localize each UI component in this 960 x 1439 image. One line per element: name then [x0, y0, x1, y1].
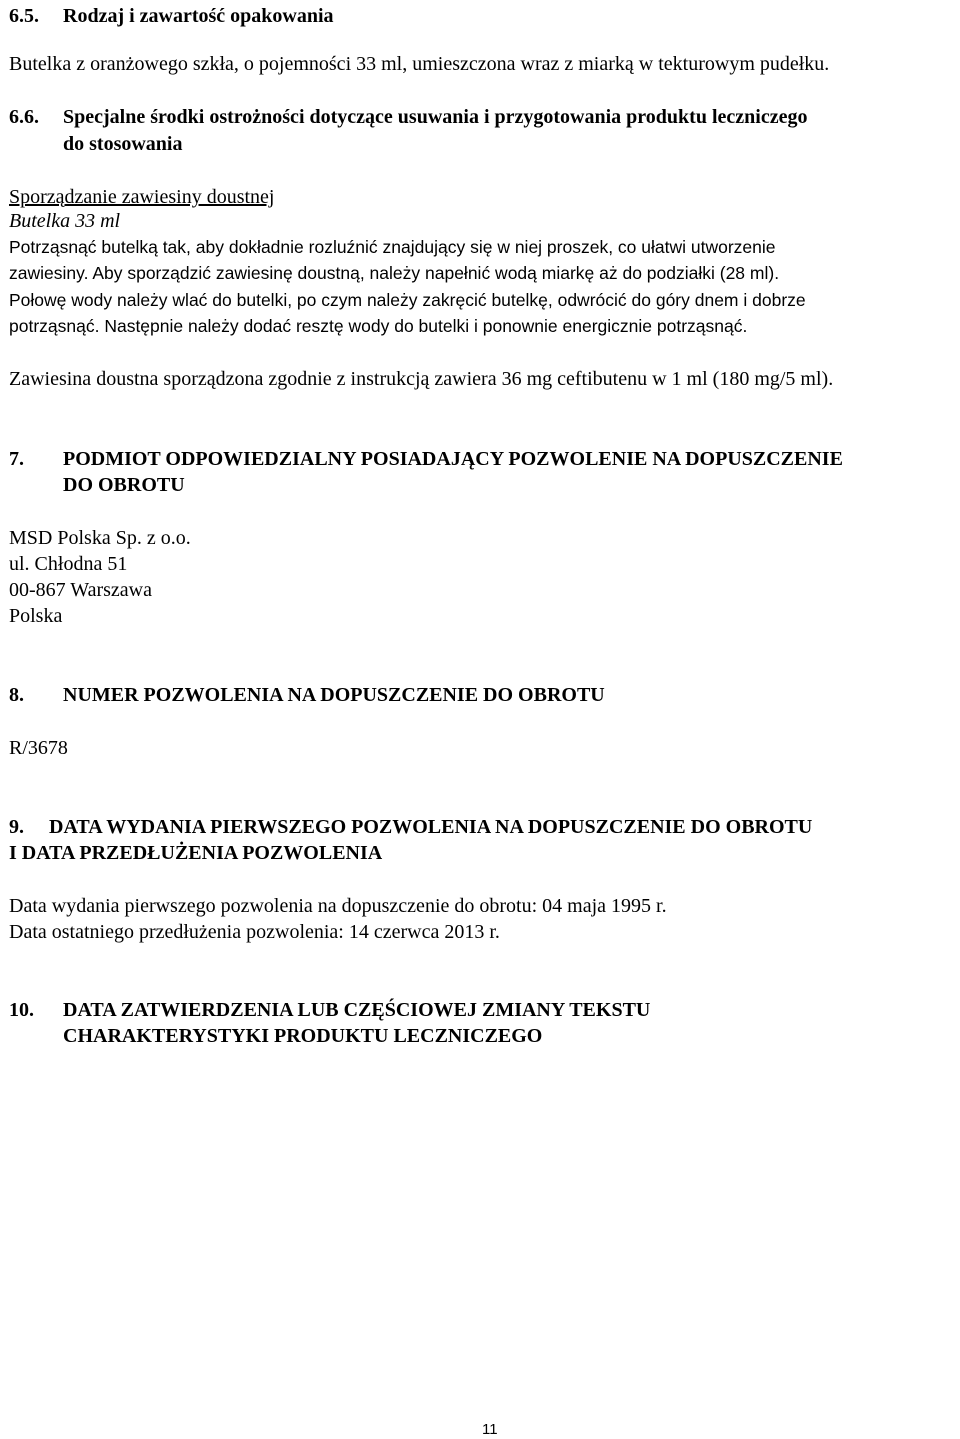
preparation-subheading: Sporządzanie zawiesiny doustnej [9, 186, 275, 208]
first-authorization-date: Data wydania pierwszego pozwolenia na dopuszczenie do obrotu: 04 maja 1995 r. [9, 895, 667, 917]
section-number: 9. [9, 816, 24, 838]
preparation-line: potrząsnąć. Następnie należy dodać resztę wody do butelki i ponownie energicznie potrząsnąć. [9, 316, 748, 336]
section-number: 7. [9, 448, 24, 470]
section-title: PODMIOT ODPOWIEDZIALNY POSIADAJĄCY POZWOLENIE NA DOPUSZCZENIE [63, 448, 843, 470]
section-8-heading [9, 682, 605, 708]
section-10-heading [9, 997, 650, 1023]
section-title: DATA WYDANIA PIERWSZEGO POZWOLENIA NA DOPUSZCZENIE DO OBROTU [49, 816, 813, 838]
preparation-line: Potrząsnąć butelką tak, aby dokładnie rozluźnić znajdujący się w niej proszek, co ułatwi utworzenie [9, 237, 776, 257]
section-title: NUMER POZWOLENIA NA DOPUSZCZENIE DO OBROTU [63, 684, 605, 706]
packaging-description: Butelka z oranżowego szkła, o pojemności 33 ml, umieszczona wraz z miarką w tekturowym pudełku. [9, 53, 830, 75]
section-6-5-heading [9, 3, 334, 29]
section-title-continued: DO OBROTU [63, 474, 185, 496]
postal-city: 00-867 Warszawa [9, 579, 152, 601]
country: Polska [9, 605, 63, 627]
section-title-continued: do stosowania [63, 133, 183, 155]
authorization-number: R/3678 [9, 737, 68, 759]
section-title-continued: CHARAKTERYSTYKI PRODUKTU LECZNICZEGO [63, 1025, 543, 1047]
renewal-date: Data ostatniego przedłużenia pozwolenia: 14 czerwca 2013 r. [9, 921, 500, 943]
section-number: 10. [9, 999, 34, 1021]
bottle-size-label: Butelka 33 ml [9, 210, 121, 232]
preparation-line: zawiesiny. Aby sporządzić zawiesinę doustną, należy napełnić wodą miarkę aż do podziałki (28 ml). [9, 263, 780, 283]
section-7-heading [9, 446, 843, 472]
company-name: MSD Polska Sp. z o.o. [9, 527, 191, 549]
concentration-statement: Zawiesina doustna sporządzona zgodnie z instrukcją zawiera 36 mg ceftibutenu w 1 ml (180 mg/5 ml). [9, 368, 834, 390]
section-number: 6.5. [9, 5, 39, 27]
section-title: Rodzaj i zawartość opakowania [63, 5, 334, 27]
section-number: 8. [9, 684, 24, 706]
street-address: ul. Chłodna 51 [9, 553, 128, 575]
section-title-continued: I DATA PRZEDŁUŻENIA POZWOLENIA [9, 842, 383, 864]
section-9-heading [9, 814, 812, 840]
section-number: 6.6. [9, 106, 39, 128]
section-title: DATA ZATWIERDZENIA LUB CZĘŚCIOWEJ ZMIANY TEKSTU [63, 999, 651, 1021]
preparation-line: Połowę wody należy wlać do butelki, po czym należy zakręcić butelkę, odwrócić do góry dnem i dobrze [9, 290, 806, 310]
section-6-6-heading [9, 104, 807, 130]
page-number: 11 [482, 1421, 498, 1438]
section-title: Specjalne środki ostrożności dotyczące usuwania i przygotowania produktu leczniczego [63, 106, 808, 128]
